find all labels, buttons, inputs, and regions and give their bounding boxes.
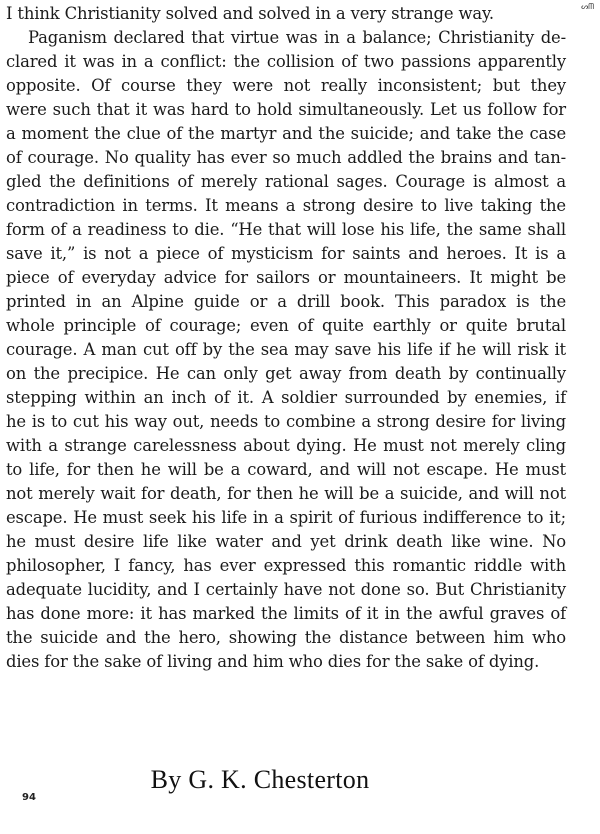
text-line: printed in an Alpine guide or a drill book. This paradox is the	[6, 292, 566, 311]
text-line: contradiction in terms. It means a strong desire to live taking the	[6, 196, 566, 215]
text-line: clared it was in a conflict: the collision of two passions apparently	[6, 52, 566, 71]
text-line: courage. A man cut off by the sea may save his life if he will risk it	[6, 340, 566, 359]
text-line: stepping within an inch of it. A soldier surrounded by enemies, if	[6, 388, 566, 407]
text-line: dies for the sake of living and him who dies for the sake of dying.	[6, 652, 540, 671]
text-line: the suicide and the hero, showing the distance between him who	[6, 628, 566, 647]
author-byline: By G. K. Chesterton	[150, 765, 370, 794]
text-line: piece of everyday advice for sailors or mountaineers. It might be	[6, 268, 566, 287]
text-line: adequate lucidity, and I certainly have not done so. But Christianity	[6, 580, 566, 599]
text-line: not merely wait for death, for then he will be a suicide, and will not	[6, 484, 566, 503]
corner-mark: ᔕᗰ	[581, 2, 594, 11]
text-line: of courage. No quality has ever so much addled the brains and tan-	[6, 148, 566, 167]
text-line: a moment the clue of the martyr and the suicide; and take the case	[6, 124, 566, 143]
text-line: has done more: it has marked the limits of it in the awful graves of	[6, 604, 566, 623]
text-line: he is to cut his way out, needs to combine a strong desire for living	[6, 412, 566, 431]
text-line: I think Christianity solved and solved in a very strange way.	[6, 4, 494, 23]
text-line: were such that it was hard to hold simultaneously. Let us follow for	[6, 100, 566, 119]
text-line: he must desire life like water and yet drink death like wine. No	[6, 532, 566, 551]
page-number: 94	[22, 792, 36, 803]
text-line: philosopher, I fancy, has ever expressed this romantic riddle with	[6, 556, 566, 575]
text-line: gled the definitions of merely rational sages. Courage is almost a	[6, 172, 566, 191]
text-line: Paganism declared that virtue was in a balance; Christianity de-	[28, 28, 566, 47]
text-line: to life, for then he will be a coward, and will not escape. He must	[6, 460, 566, 479]
text-line: opposite. Of course they were not really inconsistent; but they	[6, 76, 566, 95]
text-line: form of a readiness to die. “He that will lose his life, the same shall	[6, 220, 566, 239]
text-line: whole principle of courage; even of quite earthly or quite brutal	[6, 316, 566, 335]
text-line: escape. He must seek his life in a spirit of furious indifference to it;	[6, 508, 566, 527]
text-line: with a strange carelessness about dying. He must not merely cling	[6, 436, 566, 455]
text-line: save it,” is not a piece of mysticism for saints and heroes. It is a	[6, 244, 566, 263]
text-line: on the precipice. He can only get away from death by continually	[6, 364, 566, 383]
